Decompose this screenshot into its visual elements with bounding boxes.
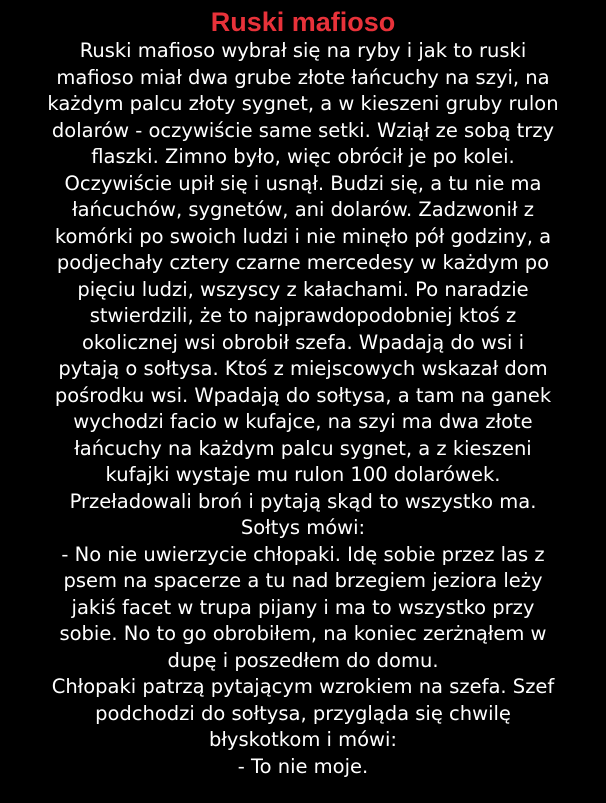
story-line: pytają o sołtysa. Ktoś z miejscowych wskazał dom bbox=[58, 357, 548, 380]
story-line: błyskotkom i mówi: bbox=[209, 728, 397, 751]
story-line: podjechały cztery czarne mercedesy w każdym po bbox=[56, 251, 550, 274]
page-title: Ruski mafioso bbox=[210, 7, 396, 37]
story-line: Sołtys mówi: bbox=[240, 516, 366, 539]
story-line: okolicznej wsi obrobił szefa. Wpadają do wsi i bbox=[81, 330, 525, 354]
story-line: dolarów - oczywiście same setki. Wziął ze sobą trzy bbox=[51, 118, 555, 142]
story-line: Chłopaki patrzą pytającym wzrokiem na szefa. Szef bbox=[51, 675, 555, 698]
story-line: psem na spacerze a tu nad brzegiem jeziora leży bbox=[63, 569, 543, 592]
story-text bbox=[18, 38, 588, 780]
story-line: dupę i poszedłem do domu. bbox=[167, 648, 439, 672]
story-line: sobie. No to go obrobiłem, na koniec zerżnąłem w bbox=[59, 622, 547, 645]
story-line: komórki po swoich ludzi i nie minęło pół godziny, a bbox=[54, 224, 552, 248]
story-line: - To nie moje. bbox=[237, 754, 369, 778]
story-line: pięciu ludzi, wszyscy z kałachami. Po naradzie bbox=[77, 277, 529, 301]
story-line: Ruski mafioso wybrał się na ryby i jak to ruski bbox=[79, 39, 527, 62]
story-line: łańcuchy na każdym palcu sygnet, a z kieszeni bbox=[74, 436, 532, 460]
story-line: mafioso miał dwa grube złote łańcuchy na szyi, na bbox=[56, 65, 550, 89]
story-line: każdym palcu złoty sygnet, a w kieszeni gruby rulon bbox=[47, 92, 559, 115]
story-line: flaszki. Zimno było, więc obrócił je po kolei. bbox=[91, 145, 515, 168]
story-line: stwierdzili, że to najprawdopodobniej ktoś z bbox=[89, 304, 517, 327]
story-line: Oczywiście upił się i usnął. Budzi się, a tu nie ma bbox=[64, 171, 542, 195]
story-line: kufajki wystaje mu rulon 100 dolarówek. bbox=[105, 463, 501, 486]
story-line: podchodzi do sołtysa, przygląda się chwilę bbox=[95, 701, 511, 725]
story-line: Przeładowali broń i pytają skąd to wszystko ma. bbox=[69, 489, 537, 513]
story-line: wychodzi facio w kufajce, na szyi ma dwa złote bbox=[73, 410, 533, 433]
story-line: łańcuchów, sygnetów, ani dolarów. Zadzwonił z bbox=[72, 198, 534, 221]
story-line: pośrodku wsi. Wpadają do sołtysa, a tam na ganek bbox=[54, 383, 552, 407]
story-line: - No nie uwierzycie chłopaki. Idę sobie przez las z bbox=[61, 542, 545, 566]
story-line: jakiś facet w trupa pijany i ma to wszystko przy bbox=[71, 595, 535, 619]
